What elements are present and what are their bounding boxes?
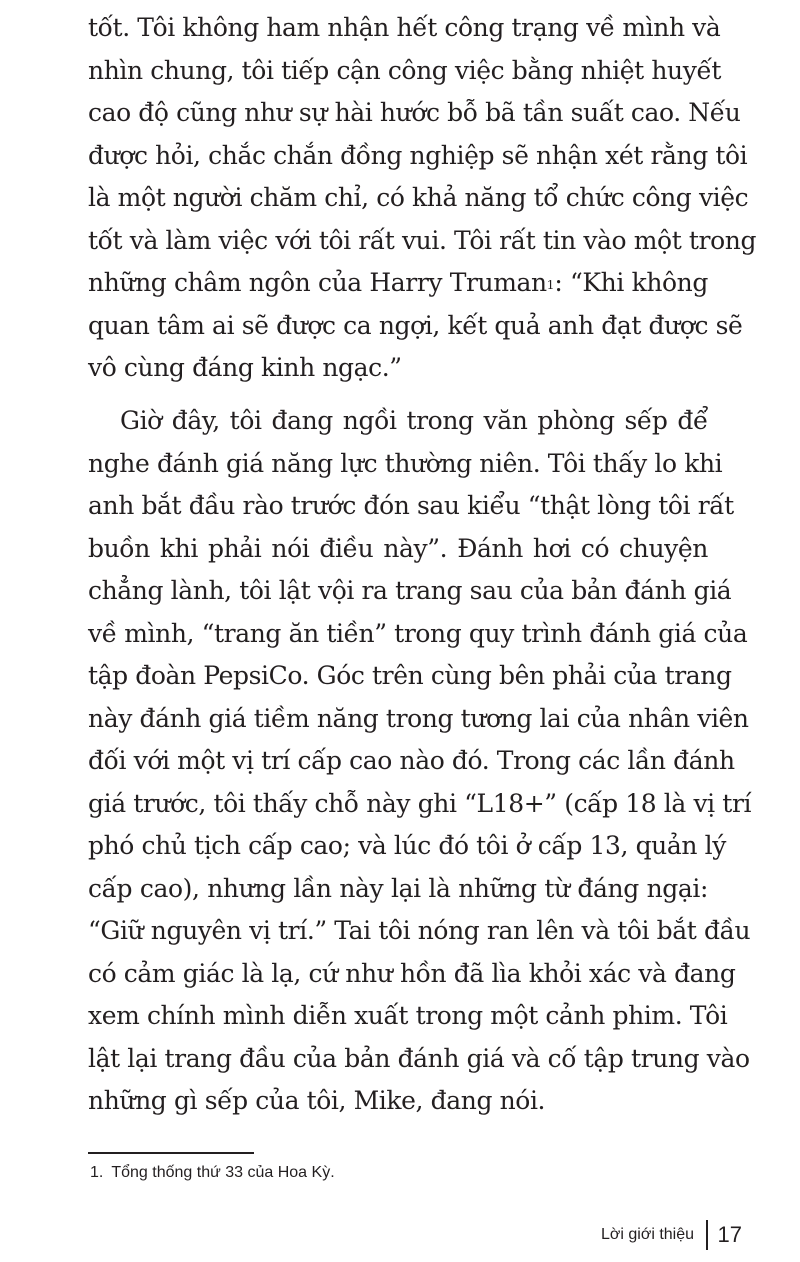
text-line: được hỏi, chắc chắn đồng nghiệp sẽ nhận xét rằng tôi [88,140,748,170]
text-line: lật lại trang đầu của bản đánh giá và cố tập trung vào [88,1043,750,1073]
footnote-divider [88,1152,254,1154]
page-number: 17 [717,1222,742,1247]
text-line: quan tâm ai sẽ được ca ngợi, kết quả anh đạt được sẽ [88,310,743,340]
text-segment: : “Khi không [554,268,708,297]
text-line: vô cùng đáng kinh ngạc.” [88,353,402,382]
footnote-text: Tổng thống thứ 33 của Hoa Kỳ. [111,1164,335,1181]
footnote-number: 1. [90,1164,104,1181]
text-line: tập đoàn PepsiCo. Góc trên cùng bên phải của trang [88,661,732,690]
footnote [90,1164,335,1182]
text-line-with-footnote [88,262,708,305]
running-footer-section: Lời giới thiệu [600,1226,695,1243]
text-line: xem chính mình diễn xuất trong một cảnh phim. Tôi [88,1001,728,1030]
paragraph-2 [88,400,752,1123]
text-line: đối với một vị trí cấp cao nào đó. Trong các lần đánh [88,746,735,775]
footnote-reference: 1 [546,278,555,292]
text-line: buồn khi phải nói điều này”. Đánh hơi có chuyện [88,533,708,563]
text-line: phó chủ tịch cấp cao; và lúc đó tôi ở cấp 13, quản lý [88,831,726,860]
text-line: là một người chăm chỉ, có khả năng tổ chức công việc [88,183,749,212]
page-footer [601,1219,742,1251]
text-line: chẳng lành, tôi lật vội ra trang sau của bản đánh giá [88,576,732,605]
text-line: có cảm giác là lạ, cứ như hồn đã lìa khỏi xác và đang [88,958,736,988]
text-line: tốt và làm việc với tôi rất vui. Tôi rất tin vào một trong [88,225,757,255]
text-line: giá trước, tôi thấy chỗ này ghi “L18+” (cấp 18 là vị trí [88,788,752,818]
text-line: những gì sếp của tôi, Mike, đang nói. [88,1086,546,1115]
text-line: về mình, “trang ăn tiền” trong quy trình đánh giá của [88,618,748,648]
footer-divider [706,1220,708,1250]
text-line: “Giữ nguyên vị trí.” Tai tôi nóng ran lên và tôi bắt đầu [88,916,751,945]
text-line: nhìn chung, tôi tiếp cận công việc bằng nhiệt huyết [88,55,722,85]
text-line: tốt. Tôi không ham nhận hết công trạng về mình và [88,13,721,42]
text-line: anh bắt đầu rào trước đón sau kiểu “thật lòng tôi rất [88,491,734,520]
paragraph-1 [88,7,757,390]
text-line: cao độ cũng như sự hài hước bỗ bã tần suất cao. Nếu [88,98,741,127]
text-line: này đánh giá tiềm năng trong tương lai của nhân viên [88,703,749,733]
text-line: Giờ đây, tôi đang ngồi trong văn phòng sếp để [120,406,708,435]
text-line: nghe đánh giá năng lực thường niên. Tôi thấy lo khi [88,448,723,478]
text-line: cấp cao), nhưng lần này lại là những từ đáng ngại: [88,873,708,903]
text-segment: những châm ngôn của Harry Truman [88,268,547,297]
